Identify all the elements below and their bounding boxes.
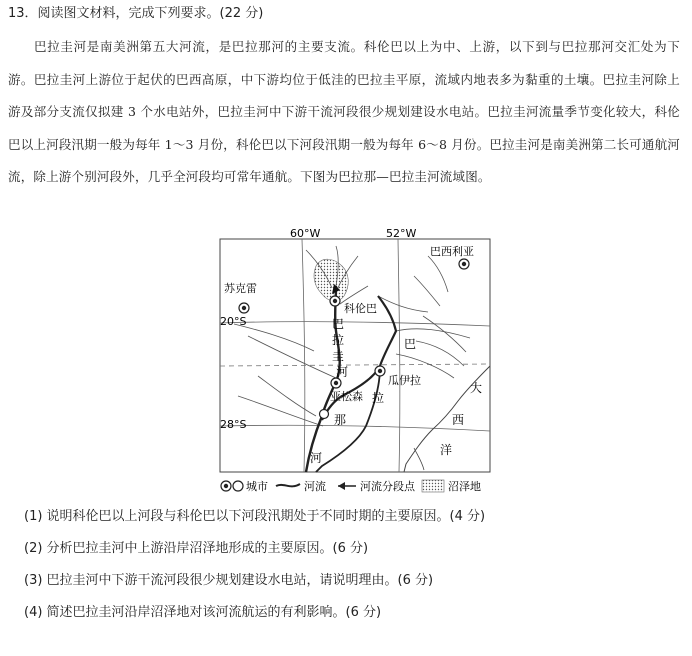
paraguay-label-char-4: 河	[336, 365, 349, 379]
passage	[8, 31, 680, 194]
ocean-label-char-3: 洋	[440, 443, 453, 457]
city-label-brasilia: 巴西利亚	[430, 245, 474, 258]
question-1: (1) 说明科伦巴以上河段与科伦巴以下河段汛期处于不同时期的主要原因。(4 分)	[24, 509, 486, 524]
legend-river-symbol	[276, 484, 300, 486]
map-frame	[220, 239, 490, 472]
question-4: (4) 简述巴拉圭河沿岸沼泽地对该河流航运的有利影响。(6 分)	[24, 605, 382, 620]
lon-label-60w: 60°W	[290, 227, 321, 240]
parana-label-char-3: 那	[334, 413, 347, 427]
legend-swamp-symbol	[422, 480, 444, 492]
confluence-city-marker	[320, 410, 329, 419]
paraguay-label-char-3: 圭	[332, 349, 345, 363]
lat-label-20s: 20°S	[220, 315, 247, 328]
parana-label-char-4: 河	[310, 451, 323, 465]
map-svg	[218, 226, 498, 502]
legend-river-label: 河流	[304, 480, 326, 493]
legend-segment-label: 河流分段点	[360, 480, 415, 493]
question-3: (3) 巴拉圭河中下游干流河段很少规划建设水电站，请说明理由。(6 分)	[24, 573, 434, 588]
lat-label-28s: 28°S	[220, 418, 247, 431]
city-label-guaira: 瓜伊拉	[388, 374, 421, 387]
basin-map	[218, 226, 498, 502]
map-legend	[221, 479, 481, 493]
passage-text: 巴拉圭河是南美洲第五大河流，是巴拉那河的主要支流。科伦巴以上为中、上游，以下到与巴拉那河交汇处为下游。巴拉圭河上游位于起伏的巴西高原，中下游均位于低洼的巴拉圭平原，流域内地表多为黏重的土壤。巴拉圭河除上游及部分支流仅拟建 3 个水电站外，巴拉圭河中下游干流河段很少规划建设水电站。巴拉圭河流量季节变化较大，科伦巴以上河段汛期一般为每年 1～3 月份，科伦巴以下河段汛期一般为每年 6～8 月份。巴拉圭河是南美洲第二长可通航河流，除上游个别河段外，几乎全河段均可常年通航。下图为巴拉那—巴拉圭河流域图。	[8, 39, 680, 184]
legend-swamp-label: 沼泽地	[448, 480, 481, 493]
legend-segment-symbol	[338, 482, 345, 490]
question-2: (2) 分析巴拉圭河中上游沿岸沼泽地形成的主要原因。(6 分)	[24, 541, 369, 556]
city-label-asuncion: 亚松森	[330, 390, 363, 403]
lon-label-52w: 52°W	[386, 227, 417, 240]
city-label-corumba: 科伦巴	[344, 302, 377, 315]
ocean-label-char-2: 西	[452, 413, 465, 427]
question-header: 13．阅读图文材料，完成下列要求。(22 分)	[8, 6, 264, 21]
city-label-sucre: 苏克雷	[224, 282, 257, 295]
parana-label-char-2: 拉	[372, 391, 385, 405]
ocean-label-char-1: 大	[470, 381, 483, 395]
paraguay-label-char-2: 拉	[332, 333, 345, 347]
paraguay-label-char-1: 巴	[332, 317, 345, 331]
legend-city-label: 城市	[246, 480, 268, 493]
parana-label-char-1: 巴	[404, 337, 417, 351]
